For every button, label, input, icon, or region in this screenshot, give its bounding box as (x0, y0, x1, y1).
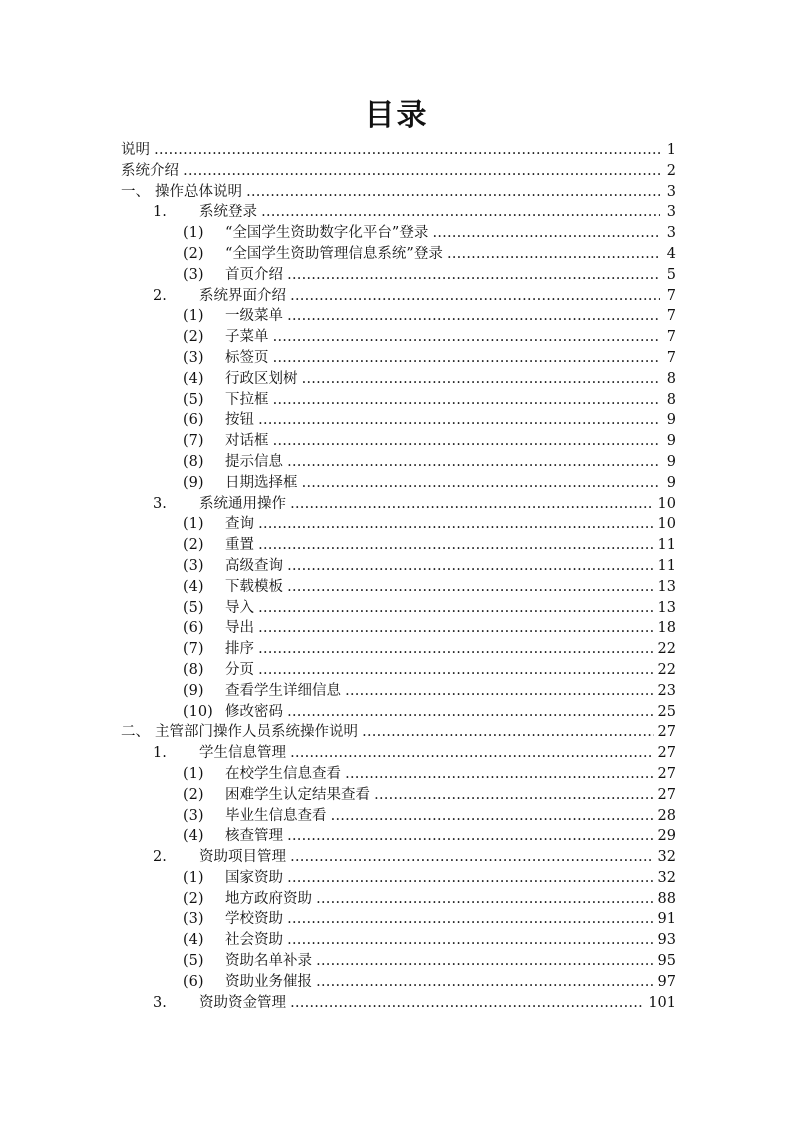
toc-leader-dots (316, 972, 654, 993)
toc-entry-label: “全国学生资助数字化平台”登录 (225, 225, 429, 242)
toc-entry[interactable] (121, 161, 676, 182)
toc-leader-dots (302, 369, 661, 390)
toc-entry-label: 下拉框 (225, 391, 269, 408)
toc-entry[interactable] (121, 348, 676, 369)
toc-entry-label: 导入 (225, 599, 254, 616)
toc-entry-page: 29 (657, 828, 676, 845)
toc-entry-page: 22 (657, 661, 676, 678)
toc-leader-dots (287, 930, 654, 951)
toc-entry-label: 修改密码 (225, 703, 283, 720)
toc-entry-page: 23 (657, 682, 676, 699)
toc-entry-label: 系统界面介绍 (199, 287, 286, 304)
toc-leader-dots (362, 722, 654, 743)
toc-entry-number: (6) (183, 620, 204, 637)
toc-leader-dots (258, 514, 654, 535)
toc-entry[interactable] (121, 286, 676, 307)
toc-entry-page: 9 (666, 453, 676, 470)
toc-entry-number: 3. (153, 994, 167, 1011)
toc-entry-number: 一、 (121, 183, 150, 200)
toc-entry-number: (1) (183, 225, 204, 242)
toc-entry-number: (2) (183, 537, 204, 554)
toc-entry-page: 7 (666, 308, 676, 325)
toc-entry-label: 对话框 (225, 433, 269, 450)
toc-entry-page: 9 (666, 433, 676, 450)
toc-entry[interactable] (121, 972, 676, 993)
toc-entry-page: 9 (666, 474, 676, 491)
toc-entry-label: 下载模板 (225, 578, 283, 595)
toc-leader-dots (154, 140, 660, 161)
toc-leader-dots (374, 785, 654, 806)
toc-entry-page: 8 (666, 391, 676, 408)
toc-entry-label: 排序 (225, 641, 254, 658)
toc-entry-label: 社会资助 (225, 932, 283, 949)
toc-entry-number: (4) (183, 828, 204, 845)
toc-entry[interactable] (121, 889, 676, 910)
toc-entry-page: 18 (657, 620, 676, 637)
toc-entry[interactable] (121, 785, 676, 806)
toc-leader-dots (432, 223, 660, 244)
toc-entry[interactable] (121, 265, 676, 286)
toc-entry-page: 13 (657, 578, 676, 595)
toc-entry-label: 主管部门操作人员系统操作说明 (155, 724, 358, 741)
toc-entry[interactable] (121, 556, 676, 577)
toc-entry[interactable] (121, 681, 676, 702)
toc-leader-dots (447, 244, 660, 265)
toc-leader-dots (290, 743, 654, 764)
toc-entry-page: 5 (666, 266, 676, 283)
toc-entry-label: 学校资助 (225, 911, 283, 928)
toc-entry[interactable] (121, 431, 676, 452)
toc-entry-label: 学生信息管理 (199, 745, 286, 762)
toc-entry[interactable] (121, 639, 676, 660)
toc-entry-label: 说明 (121, 142, 150, 158)
toc-leader-dots (287, 826, 654, 847)
toc-entry-page: 3 (666, 204, 676, 221)
toc-entry-label: 地方政府资助 (225, 890, 312, 907)
toc-entry[interactable] (121, 618, 676, 639)
toc-entry-page: 10 (657, 516, 676, 533)
toc-entry[interactable] (121, 951, 676, 972)
toc-entry-page: 95 (657, 953, 676, 970)
toc-entry-label: 国家资助 (225, 869, 283, 886)
toc-entry-number: (8) (183, 661, 204, 678)
toc-entry[interactable] (121, 993, 676, 1014)
toc-leader-dots (273, 431, 661, 452)
toc-entry[interactable] (121, 660, 676, 681)
toc-entry-page: 101 (648, 994, 676, 1011)
toc-leader-dots (290, 494, 654, 515)
toc-entry[interactable] (121, 410, 676, 431)
toc-entry-page: 28 (657, 807, 676, 824)
toc-entry-label: 核查管理 (225, 828, 283, 845)
toc-entry-number: (2) (183, 245, 204, 262)
toc-entry-number: (3) (183, 557, 204, 574)
toc-entry-number: (1) (183, 765, 204, 782)
toc-entry-page: 10 (657, 495, 676, 512)
toc-entry-page: 2 (666, 162, 676, 179)
toc-entry[interactable] (121, 369, 676, 390)
toc-entry[interactable] (121, 535, 676, 556)
toc-entry-number: (10) (183, 703, 213, 720)
toc-leader-dots (287, 306, 660, 327)
toc-leader-dots (287, 868, 654, 889)
toc-entry-page: 32 (657, 849, 676, 866)
toc-entry-label: 标签页 (225, 349, 269, 366)
toc-leader-dots (287, 909, 654, 930)
toc-entry-page: 27 (657, 765, 676, 782)
toc-leader-dots (287, 577, 654, 598)
toc-entry-number: (9) (183, 682, 204, 699)
toc-entry[interactable] (121, 327, 676, 348)
toc-entry[interactable] (121, 223, 676, 244)
toc-entry-number: (1) (183, 869, 204, 886)
toc-leader-dots (258, 598, 654, 619)
toc-entry-label: 资助项目管理 (199, 849, 286, 866)
toc-entry-number: (1) (183, 308, 204, 325)
toc-entry-number: (6) (183, 412, 204, 429)
toc-leader-dots (287, 702, 654, 723)
toc-entry-page: 32 (657, 869, 676, 886)
toc-entry-page: 7 (666, 329, 676, 346)
toc-entry-number: (4) (183, 578, 204, 595)
toc-entry-page: 91 (657, 911, 676, 928)
toc-entry-number: (5) (183, 599, 204, 616)
toc-entry-label: 系统通用操作 (199, 495, 286, 512)
toc-entry-number: (2) (183, 786, 204, 803)
toc-entry[interactable] (121, 452, 676, 473)
toc-entry-number: (7) (183, 641, 204, 658)
toc-entry-page: 27 (657, 786, 676, 803)
toc-leader-dots (261, 202, 660, 223)
toc-entry-number: (2) (183, 890, 204, 907)
toc-entry-label: 查看学生详细信息 (225, 682, 341, 699)
toc-entry-label: 困难学生认定结果查看 (225, 786, 370, 803)
toc-leader-dots (258, 410, 660, 431)
toc-leader-dots (316, 889, 654, 910)
toc-entry[interactable] (121, 182, 676, 203)
toc-entry-number: (5) (183, 391, 204, 408)
toc-leader-dots (246, 182, 660, 203)
toc-entry-number: (4) (183, 370, 204, 387)
toc-leader-dots (258, 618, 654, 639)
toc-entry-number: (8) (183, 453, 204, 470)
toc-entry-label: 高级查询 (225, 557, 283, 574)
toc-leader-dots (331, 806, 654, 827)
toc-entry-label: 按钮 (225, 412, 254, 429)
toc-leader-dots (273, 390, 661, 411)
toc-entry-label: 子菜单 (225, 329, 269, 346)
toc-entry-label: 首页介绍 (225, 266, 283, 283)
toc-entry-number: (4) (183, 932, 204, 949)
toc-entry-label: 操作总体说明 (155, 183, 242, 200)
toc-entry-label: 导出 (225, 620, 254, 637)
toc-entry[interactable] (121, 202, 676, 223)
toc-leader-dots (287, 556, 654, 577)
toc-entry-number: (3) (183, 911, 204, 928)
toc-leader-dots (273, 327, 661, 348)
toc-entry[interactable] (121, 722, 676, 743)
toc-leader-dots (302, 473, 661, 494)
toc-entry[interactable] (121, 806, 676, 827)
toc-entry-page: 9 (666, 412, 676, 429)
toc-entry-label: 提示信息 (225, 453, 283, 470)
toc-leader-dots (258, 639, 654, 660)
toc-entry[interactable] (121, 494, 676, 515)
toc-entry-page: 25 (657, 703, 676, 720)
toc-entry[interactable] (121, 826, 676, 847)
toc-entry-number: 2. (153, 849, 167, 866)
table-of-contents (121, 140, 676, 1013)
toc-entry-page: 8 (666, 370, 676, 387)
toc-entry-number: (7) (183, 433, 204, 450)
toc-entry-number: (1) (183, 516, 204, 533)
toc-entry-label: 日期选择框 (225, 474, 298, 491)
toc-entry-page: 22 (657, 641, 676, 658)
toc-entry[interactable] (121, 473, 676, 494)
toc-leader-dots (290, 847, 654, 868)
toc-entry[interactable] (121, 140, 676, 161)
toc-entry-number: (5) (183, 953, 204, 970)
toc-entry-number: 3. (153, 495, 167, 512)
toc-entry-label: 查询 (225, 516, 254, 533)
toc-entry[interactable] (121, 244, 676, 265)
toc-entry-number: (6) (183, 973, 204, 990)
toc-leader-dots (273, 348, 661, 369)
toc-leader-dots (345, 764, 654, 785)
toc-entry-label: 资助资金管理 (199, 994, 286, 1011)
toc-entry-label: 重置 (225, 537, 254, 554)
toc-entry-number: (3) (183, 266, 204, 283)
toc-entry-number: 二、 (121, 724, 150, 741)
toc-leader-dots (258, 535, 654, 556)
toc-entry-number: (3) (183, 807, 204, 824)
toc-leader-dots (290, 286, 660, 307)
toc-leader-dots (290, 993, 644, 1014)
toc-entry-number: (3) (183, 349, 204, 366)
toc-entry-page: 3 (666, 183, 676, 200)
toc-entry-number: 2. (153, 287, 167, 304)
toc-entry[interactable] (121, 306, 676, 327)
toc-entry-number: 1. (153, 204, 167, 221)
toc-leader-dots (345, 681, 654, 702)
toc-entry-label: 系统登录 (199, 204, 257, 221)
toc-leader-dots (316, 951, 654, 972)
toc-entry-label: 分页 (225, 661, 254, 678)
page-title: 目录 (364, 98, 429, 133)
toc-entry[interactable] (121, 847, 676, 868)
toc-entry-label: 一级菜单 (225, 308, 283, 325)
toc-entry-page: 27 (657, 745, 676, 762)
toc-entry-page: 13 (657, 599, 676, 616)
toc-leader-dots (258, 660, 654, 681)
toc-entry-label: 系统介绍 (121, 162, 179, 179)
toc-entry-page: 3 (666, 225, 676, 242)
toc-entry-page: 1 (666, 142, 676, 158)
toc-entry-page: 7 (666, 287, 676, 304)
toc-entry[interactable] (121, 702, 676, 723)
toc-entry[interactable] (121, 743, 676, 764)
toc-entry[interactable] (121, 390, 676, 411)
toc-entry[interactable] (121, 598, 676, 619)
toc-entry-page: 88 (657, 890, 676, 907)
toc-entry-number: (9) (183, 474, 204, 491)
toc-leader-dots (287, 452, 660, 473)
toc-entry[interactable] (121, 909, 676, 930)
toc-entry[interactable] (121, 514, 676, 535)
toc-entry-label: 资助业务催报 (225, 973, 312, 990)
toc-entry-page: 11 (657, 537, 676, 554)
toc-entry-label: 行政区划树 (225, 370, 298, 387)
toc-entry[interactable] (121, 868, 676, 889)
toc-entry-page: 7 (666, 349, 676, 366)
toc-leader-dots (287, 265, 660, 286)
toc-entry-number: (2) (183, 329, 204, 346)
toc-entry-label: 在校学生信息查看 (225, 765, 341, 782)
toc-entry-page: 93 (657, 932, 676, 949)
toc-entry[interactable] (121, 764, 676, 785)
toc-entry-label: “全国学生资助管理信息系统”登录 (225, 245, 443, 262)
toc-entry-label: 毕业生信息查看 (225, 807, 327, 824)
toc-entry-page: 97 (657, 973, 676, 990)
toc-entry-label: 资助名单补录 (225, 953, 312, 970)
toc-entry[interactable] (121, 930, 676, 951)
toc-entry-number: 1. (153, 745, 167, 762)
toc-entry[interactable] (121, 577, 676, 598)
toc-entry-page: 4 (666, 245, 676, 262)
toc-leader-dots (183, 161, 660, 182)
toc-entry-page: 11 (657, 557, 676, 574)
toc-entry-page: 27 (657, 724, 676, 741)
